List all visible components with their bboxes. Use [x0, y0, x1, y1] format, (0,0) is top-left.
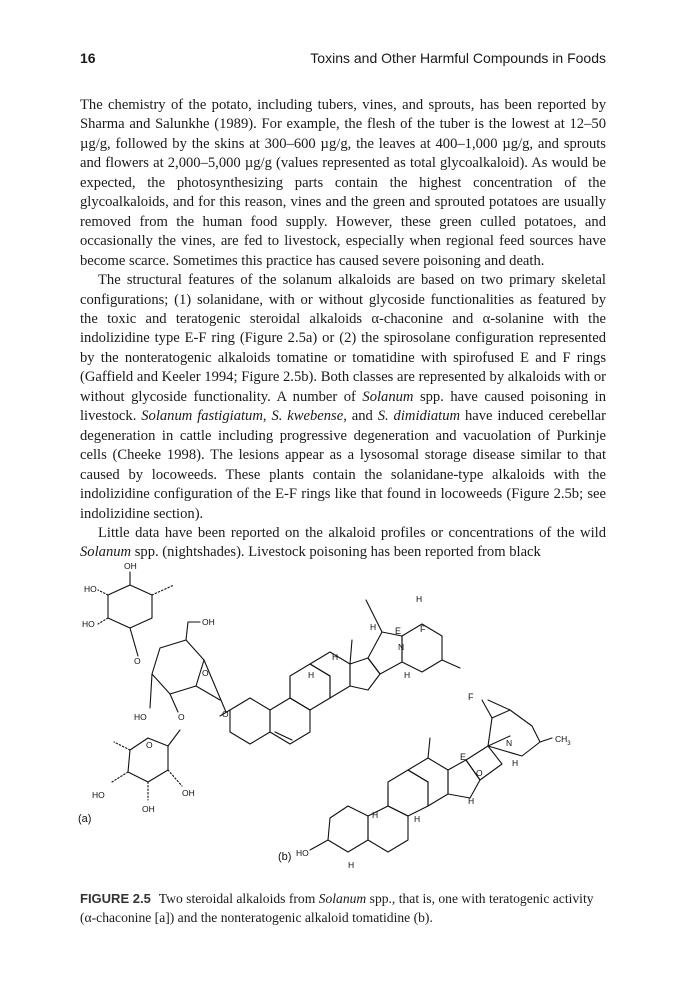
- ring-label-f: F: [468, 692, 474, 702]
- atom-o: O: [222, 709, 229, 719]
- atom-h: H: [416, 594, 423, 604]
- atom-o: O: [476, 768, 483, 778]
- figure-caption: FIGURE 2.5 Two steroidal alkaloids from Solanum spp., that is, one with teratogenic activity (α-chaconine [a]) and the nonteratogenic alkaloid tomatidine (b).: [80, 891, 594, 925]
- atom-h: H: [404, 670, 411, 680]
- atom-ch3: $CH_3$: [555, 734, 571, 747]
- atom-h: H: [348, 860, 355, 870]
- ring-label-e: E: [460, 752, 467, 762]
- atom-o: O: [146, 740, 153, 750]
- caption-label: FIGURE 2.5: [80, 891, 151, 906]
- panel-label-b: (b): [278, 851, 292, 863]
- atom-ho: HO: [134, 712, 147, 722]
- atom-oh: OH: [182, 788, 195, 798]
- ring-label-f: F: [420, 624, 426, 634]
- atom-o: O: [202, 668, 209, 678]
- running-title: Toxins and Other Harmful Compounds in Foods: [310, 50, 606, 66]
- atom-h: H: [332, 652, 339, 662]
- atom-ho: HO: [296, 848, 309, 858]
- atom-h: H: [308, 670, 315, 680]
- atom-ho: HO: [92, 790, 105, 800]
- atom-h: H: [370, 622, 377, 632]
- paragraph-3: Little data have been reported on the alkaloid profiles or concentrations of the wild Solanum spp. (nightshades). Livestock poisoning has been reported from black: [80, 524, 606, 561]
- atom-oh: OH: [124, 561, 137, 571]
- page-number: 16: [80, 50, 96, 66]
- atom-o: O: [178, 712, 185, 722]
- atom-ho: HO: [84, 584, 97, 594]
- atom-oh: OH: [202, 617, 215, 627]
- atom-h: H: [468, 796, 475, 806]
- atom-h: H: [512, 758, 519, 768]
- atom-n: N: [506, 738, 513, 748]
- panel-label-a: (a): [78, 813, 92, 825]
- atom-oh: OH: [142, 804, 155, 814]
- paragraph-1: The chemistry of the potato, including tubers, vines, and sprouts, has been reported by Sharma and Salunkhe (1989). For example, the flesh of the tuber is the lowest at 12–50 µg/g, followed by the skins at 300–600 µg/g, the leaves at 400–1,000 µg/g, and sprouts and flowers at 2,000–5,000 µg/g (values represented as total glycoalkaloid). As would be expected, the photosynthesizing parts contain the highest concentration of the glycoalkaloids, and for this reason, vines and the green and sprouted potatoes are usually removed from the human food supply. However, these green culled potatoes, and occasionally the vines, are fed to livestock, especially when regional feed sources have become scarce. Sometimes this practice has caused severe poisoning and death.: [80, 97, 606, 269]
- atom-ho: HO: [82, 619, 95, 629]
- paragraph-2: The structural features of the solanum alkaloids are based on two primary skeletal configurations; (1) solanidane, with or without glycoside functionalities as featured by the toxic and teratogenic steroidal alkaloids α-chaconine and α-solanine with the indolizidine type E-F ring (Figure 2.5a) or (2) the spirosolane configuration represented by the nonteratogenic alkaloids tomatine or tomatidine with spirofused E and F rings (Gaffield and Keeler 1994; Figure 2.5b). Both classes are represented by alkaloids with or without glycoside functionality. A number of Solanum spp. have caused poisoning in livestock. Solanum fastigiatum, S. kwebense, and S. dimidiatum have induced cerebellar degeneration in cattle including progressive degeneration and vacuolation of Purkinje cells (Cheeke 1998). The lesions appear as a lysosomal storage disease similar to that caused by locoweeds. These plants contain the solanidane-type alkaloids with the indolizidine configuration of the E-F rings like that found in locoweeds (Figure 2.5b; see indolizidine section).: [80, 272, 606, 522]
- page-header: [80, 50, 606, 70]
- ring-label-e: E: [395, 626, 402, 636]
- structure-diagrams: [70, 560, 610, 880]
- atom-h: H: [372, 810, 379, 820]
- figure-2-5: [70, 560, 610, 880]
- atom-o: O: [134, 656, 141, 666]
- body-text: [80, 96, 606, 563]
- atom-h: H: [414, 814, 421, 824]
- atom-n: N: [398, 642, 405, 652]
